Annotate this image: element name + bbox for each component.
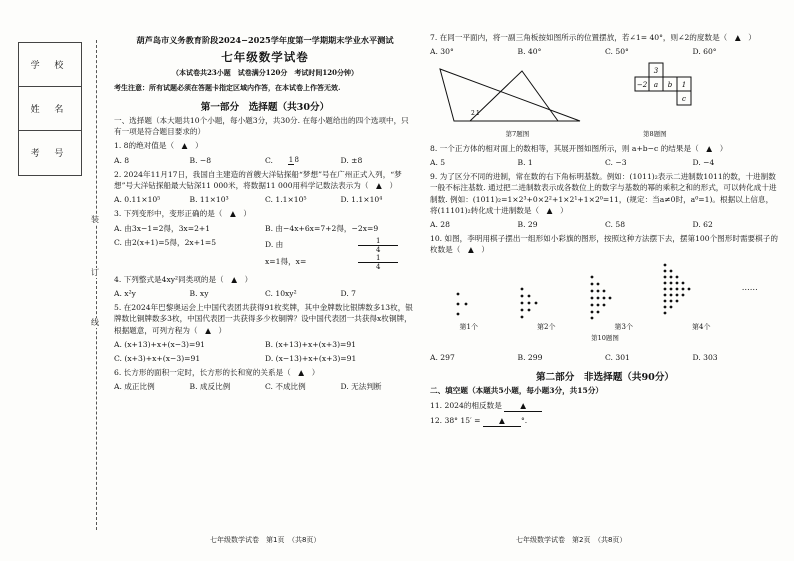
question-stem: 4. 下列整式是4xy²同类项的是（ ▲ ） xyxy=(114,274,253,284)
chess-piece xyxy=(664,311,667,314)
chess-piece xyxy=(520,301,523,304)
chess-piece xyxy=(664,293,667,296)
part1-title: 第一部分 选择题（共30分） xyxy=(200,101,330,113)
option-d: D. 无法判断 xyxy=(340,382,382,392)
question-11 xyxy=(430,400,780,412)
option-b: B. 11×10³ xyxy=(189,195,229,205)
option-b: B. 1 xyxy=(517,158,533,168)
option-a: A. 8 xyxy=(114,155,130,165)
chess-piece xyxy=(603,289,606,292)
option-a: A. (x+13)+x+(x−3)=91 xyxy=(114,339,205,349)
option-d: D. ±8 xyxy=(340,155,363,165)
chess-piece xyxy=(670,281,673,284)
fraction xyxy=(341,254,417,271)
chess-piece xyxy=(676,299,679,302)
chess-piece xyxy=(688,287,691,290)
chess-piece xyxy=(670,287,673,290)
chess-piece xyxy=(682,281,685,284)
chess-piece xyxy=(520,308,523,311)
option-c: C. −3 xyxy=(605,158,627,168)
option-c xyxy=(265,155,341,166)
pattern-ellipsis: …… xyxy=(741,283,758,293)
chess-piece xyxy=(670,293,673,296)
chess-piece xyxy=(591,303,594,306)
chess-piece xyxy=(457,292,460,295)
option-b: B. 40° xyxy=(517,47,542,57)
question-stem: 10. 如图，李明用棋子摆出一组形如小彩旗的图形，按照这种方法摆下去，摆第100个图形时需要棋子的枚数是（ ▲ ） xyxy=(430,234,778,255)
denominator: 4 xyxy=(376,245,381,254)
option-a: A. 5 xyxy=(430,158,446,168)
net-value: a xyxy=(653,81,659,90)
chess-piece xyxy=(676,293,679,296)
exam-info: （本试卷共23小题 试卷满分120分 考试时间120分钟） xyxy=(172,68,358,78)
chess-piece xyxy=(597,282,600,285)
flag-pattern-4 xyxy=(661,262,697,320)
cut-label-zhuang: 装 xyxy=(91,215,99,224)
question-stem: 1. 8的绝对值是（ ▲ ） xyxy=(114,141,203,151)
option-a: A. 30° xyxy=(430,47,454,57)
question-stem: 8. 一个正方体的相对面上的数相等，其展开图如图所示，则 a+b−c 的结果是（ ▲ ） xyxy=(430,143,728,153)
chess-piece xyxy=(670,299,673,302)
footer-page-1: 七年级数学试卷 第1页 （共8页） xyxy=(210,536,321,544)
option-d: D. 303 xyxy=(692,353,718,363)
option-c: C. 50° xyxy=(605,47,629,57)
option-c: C. 10xy² xyxy=(265,289,297,299)
page-2-column xyxy=(430,32,780,427)
chess-piece xyxy=(670,275,673,278)
chess-piece xyxy=(591,275,594,278)
option-d: D. −4 xyxy=(692,158,715,168)
chess-piece xyxy=(527,301,530,304)
page-1-column xyxy=(114,32,416,393)
numerator: 1 xyxy=(288,156,294,165)
option-b: B. 成反比例 xyxy=(189,382,231,392)
option-b: B. 29 xyxy=(517,220,538,230)
question-5 xyxy=(114,302,416,364)
chess-piece xyxy=(676,281,679,284)
option-b: B. 299 xyxy=(517,353,543,363)
net-value: −2 xyxy=(636,81,648,90)
exam-number-label: 考 号 xyxy=(30,149,70,159)
footer-page-2: 七年级数学试卷 第2页 （共8页） xyxy=(516,536,627,544)
figure-7-caption: 第7题图 xyxy=(505,129,530,138)
question-stem: 3. 下列变形中，变形正确的是（ ▲ ） xyxy=(114,209,251,219)
answer-blank: ▲ xyxy=(504,400,542,412)
chess-piece xyxy=(664,305,667,308)
chess-piece xyxy=(457,312,460,315)
option-d xyxy=(265,237,416,271)
question-stem: 6. 长方形的面积一定时，长方形的长和宽的关系是（ ▲ ） xyxy=(114,368,320,378)
pattern-label: 第3个 xyxy=(614,322,633,331)
option-c: C. 由2(x+1)=5得，2x+1=5 xyxy=(114,237,217,247)
numerator: 1 xyxy=(358,237,398,246)
chess-piece xyxy=(676,287,679,290)
question-1 xyxy=(114,140,416,165)
option-a: A. x²y xyxy=(114,289,136,299)
option-c-label: C. xyxy=(265,155,273,165)
chess-piece xyxy=(527,294,530,297)
part2-title: 第二部分 非选择题（共90分） xyxy=(535,372,675,384)
figure-7 xyxy=(430,63,605,139)
question-stem: 12. 38° 15′ = xyxy=(430,415,481,425)
question-stem: 7. 在同一平面内，将一副三角板按如图所示的位置摆放，若∠1= 40°，则∠2的度数是（ ▲ ） xyxy=(430,33,756,42)
question-stem: 11. 2024的相反数是 xyxy=(430,400,502,410)
chess-piece xyxy=(676,275,679,278)
option-c: C. 58 xyxy=(605,220,626,230)
chess-piece xyxy=(670,269,673,272)
option-a: A. 由3x−1=2得，3x=2+1 xyxy=(114,223,211,233)
cube-net-figure xyxy=(623,61,703,125)
option-d: D. 1.1×10⁴ xyxy=(340,195,383,205)
chess-piece xyxy=(591,316,594,319)
chess-piece xyxy=(465,302,468,305)
numerator: 1 xyxy=(358,254,398,263)
option-b: B. 由−4x+6x=7+2得，−2x=9 xyxy=(265,223,379,233)
option-b: B. (x+13)+x+(x+3)=91 xyxy=(265,339,357,349)
question-7 xyxy=(430,32,780,57)
pattern-label: 第1个 xyxy=(459,322,478,331)
chess-piece xyxy=(609,296,612,299)
flag-pattern-3 xyxy=(587,274,617,320)
option-a: A. 28 xyxy=(430,220,450,230)
question-2 xyxy=(114,169,416,206)
chess-piece xyxy=(591,310,594,313)
unit: °. xyxy=(520,415,528,425)
figure-10 xyxy=(430,262,780,320)
exam-title: 葫芦岛市义务教育阶段2024−2025学年度第一学期期末学业水平测试 xyxy=(136,35,394,45)
figures-7-8 xyxy=(430,61,780,139)
chess-piece xyxy=(527,308,530,311)
option-b: B. xy xyxy=(189,289,209,299)
option-a: A. 成正比例 xyxy=(114,382,155,392)
chess-piece xyxy=(682,293,685,296)
chess-piece xyxy=(597,296,600,299)
option-c: C. 301 xyxy=(605,353,630,363)
chess-piece xyxy=(591,289,594,292)
net-value: 3 xyxy=(653,67,659,76)
figure-10-caption: 第10题图 xyxy=(591,333,619,342)
net-value: c xyxy=(682,95,686,104)
chess-piece xyxy=(664,269,667,272)
option-a: A. 297 xyxy=(430,353,455,363)
net-value: b xyxy=(667,81,673,90)
question-stem: 2. 2024年11月17日，我国自主建造的首艘大洋钻探船“梦想”号在广州正式入列，“梦想”号大洋钻探船最大钻深11 000米，将数据11 000用科学记数法表示为（ ▲ ） xyxy=(114,169,402,191)
question-stem: 5. 在2024年巴黎奥运会上中国代表团共获得91枚奖牌，其中金牌数比银牌数多13枚，银牌数比铜牌数多3枚，中国代表团一共获得多少枚铜牌？设中国代表团一共获得x枚铜牌，根据题意，可列方程为（ ▲ ） xyxy=(114,303,413,335)
question-8 xyxy=(430,143,780,168)
pattern-label: 第4个 xyxy=(692,322,711,331)
fraction xyxy=(284,156,303,165)
question-9 xyxy=(430,171,780,230)
chess-piece xyxy=(664,275,667,278)
net-value: 1 xyxy=(681,81,687,90)
chess-piece xyxy=(457,302,460,305)
chess-piece xyxy=(520,287,523,290)
chess-piece xyxy=(664,287,667,290)
chess-piece xyxy=(591,282,594,285)
question-12 xyxy=(430,415,780,427)
chess-piece xyxy=(520,294,523,297)
chess-piece xyxy=(682,287,685,290)
option-d: D. 7 xyxy=(340,289,356,299)
option-d: D. 60° xyxy=(692,47,717,57)
question-10 xyxy=(430,233,780,363)
question-4 xyxy=(114,274,416,299)
flag-pattern-1 xyxy=(452,290,472,320)
option-d: D. (x−13)+x+(x+3)=91 xyxy=(265,354,357,364)
chess-piece xyxy=(664,299,667,302)
option-c: C. 不成比例 xyxy=(265,382,306,392)
student-info-box xyxy=(18,42,82,176)
chess-piece xyxy=(597,303,600,306)
option-c: C. (x+3)+x+(x−3)=91 xyxy=(114,354,201,364)
chess-piece xyxy=(603,296,606,299)
paper-title: 七年级数学试卷 xyxy=(221,50,309,65)
exam-notice: 考生注意：所有试题必须在答题卡指定区域内作答，在本试卷上作答无效. xyxy=(114,82,341,92)
triangle-ruler-1 xyxy=(440,69,580,121)
part2-intro: 二、填空题（本题共5小题，每小题3分，共15分） xyxy=(430,386,604,396)
answer-blank: ▲ xyxy=(483,415,521,427)
option-c: C. 1.1×10⁵ xyxy=(265,195,307,205)
figure-8-caption: 第8题图 xyxy=(643,129,667,138)
cut-label-ding: 订 xyxy=(91,268,99,277)
denominator: 8 xyxy=(294,156,299,165)
binding-cut-line xyxy=(96,40,97,530)
question-6 xyxy=(114,367,416,392)
chess-piece xyxy=(603,303,606,306)
option-d-tail: x=1得，x= xyxy=(265,257,307,267)
figure-8 xyxy=(623,61,733,139)
flag-pattern-2 xyxy=(517,286,543,320)
denominator: 4 xyxy=(376,262,381,271)
part1-intro: 一、选择题（本大题共10个小题，每小题3分，共30分. 在每小题给出的四个选项中，只有一项是符合题目要求的） xyxy=(114,116,409,137)
cut-label-xian: 线 xyxy=(91,318,99,327)
option-d: D. 62 xyxy=(692,220,713,230)
chess-piece xyxy=(597,310,600,313)
chess-piece xyxy=(591,296,594,299)
question-stem: 9. 为了区分不同的进制，常在数的右下角标明基数。例如：(1011)₂表示二进制数1011的数，十进制数一般不标注基数. 通过把二进制数表示成各数位上的数字与基数的幂的乘积之和的形式，可以转化成十进制数. 例如：(1011)₂=1×2³+0×2²+1×2¹+1×2⁰=11，(规定：当a≠0时，a⁰=1)。根据以上信息，将(11101)₂转化成十进制数是（ ▲ ） xyxy=(430,172,777,215)
triangle-rulers-figure xyxy=(430,63,590,125)
fraction xyxy=(341,237,417,254)
chess-piece xyxy=(534,301,537,304)
option-a: A. 0.11×10⁵ xyxy=(114,195,161,205)
angle-1-label: 1 xyxy=(476,110,480,118)
chess-piece xyxy=(520,315,523,318)
question-3 xyxy=(114,208,416,270)
chess-piece xyxy=(670,305,673,308)
option-b: B. −8 xyxy=(189,155,212,165)
option-d-label: D. 由 xyxy=(265,240,284,250)
school-label: 学 校 xyxy=(19,43,81,87)
pattern-label: 第2个 xyxy=(537,322,556,331)
name-label: 姓 名 xyxy=(19,87,81,131)
angle-2-label: 2 xyxy=(471,110,475,118)
chess-piece xyxy=(664,263,667,266)
chess-piece xyxy=(664,281,667,284)
chess-piece xyxy=(597,289,600,292)
